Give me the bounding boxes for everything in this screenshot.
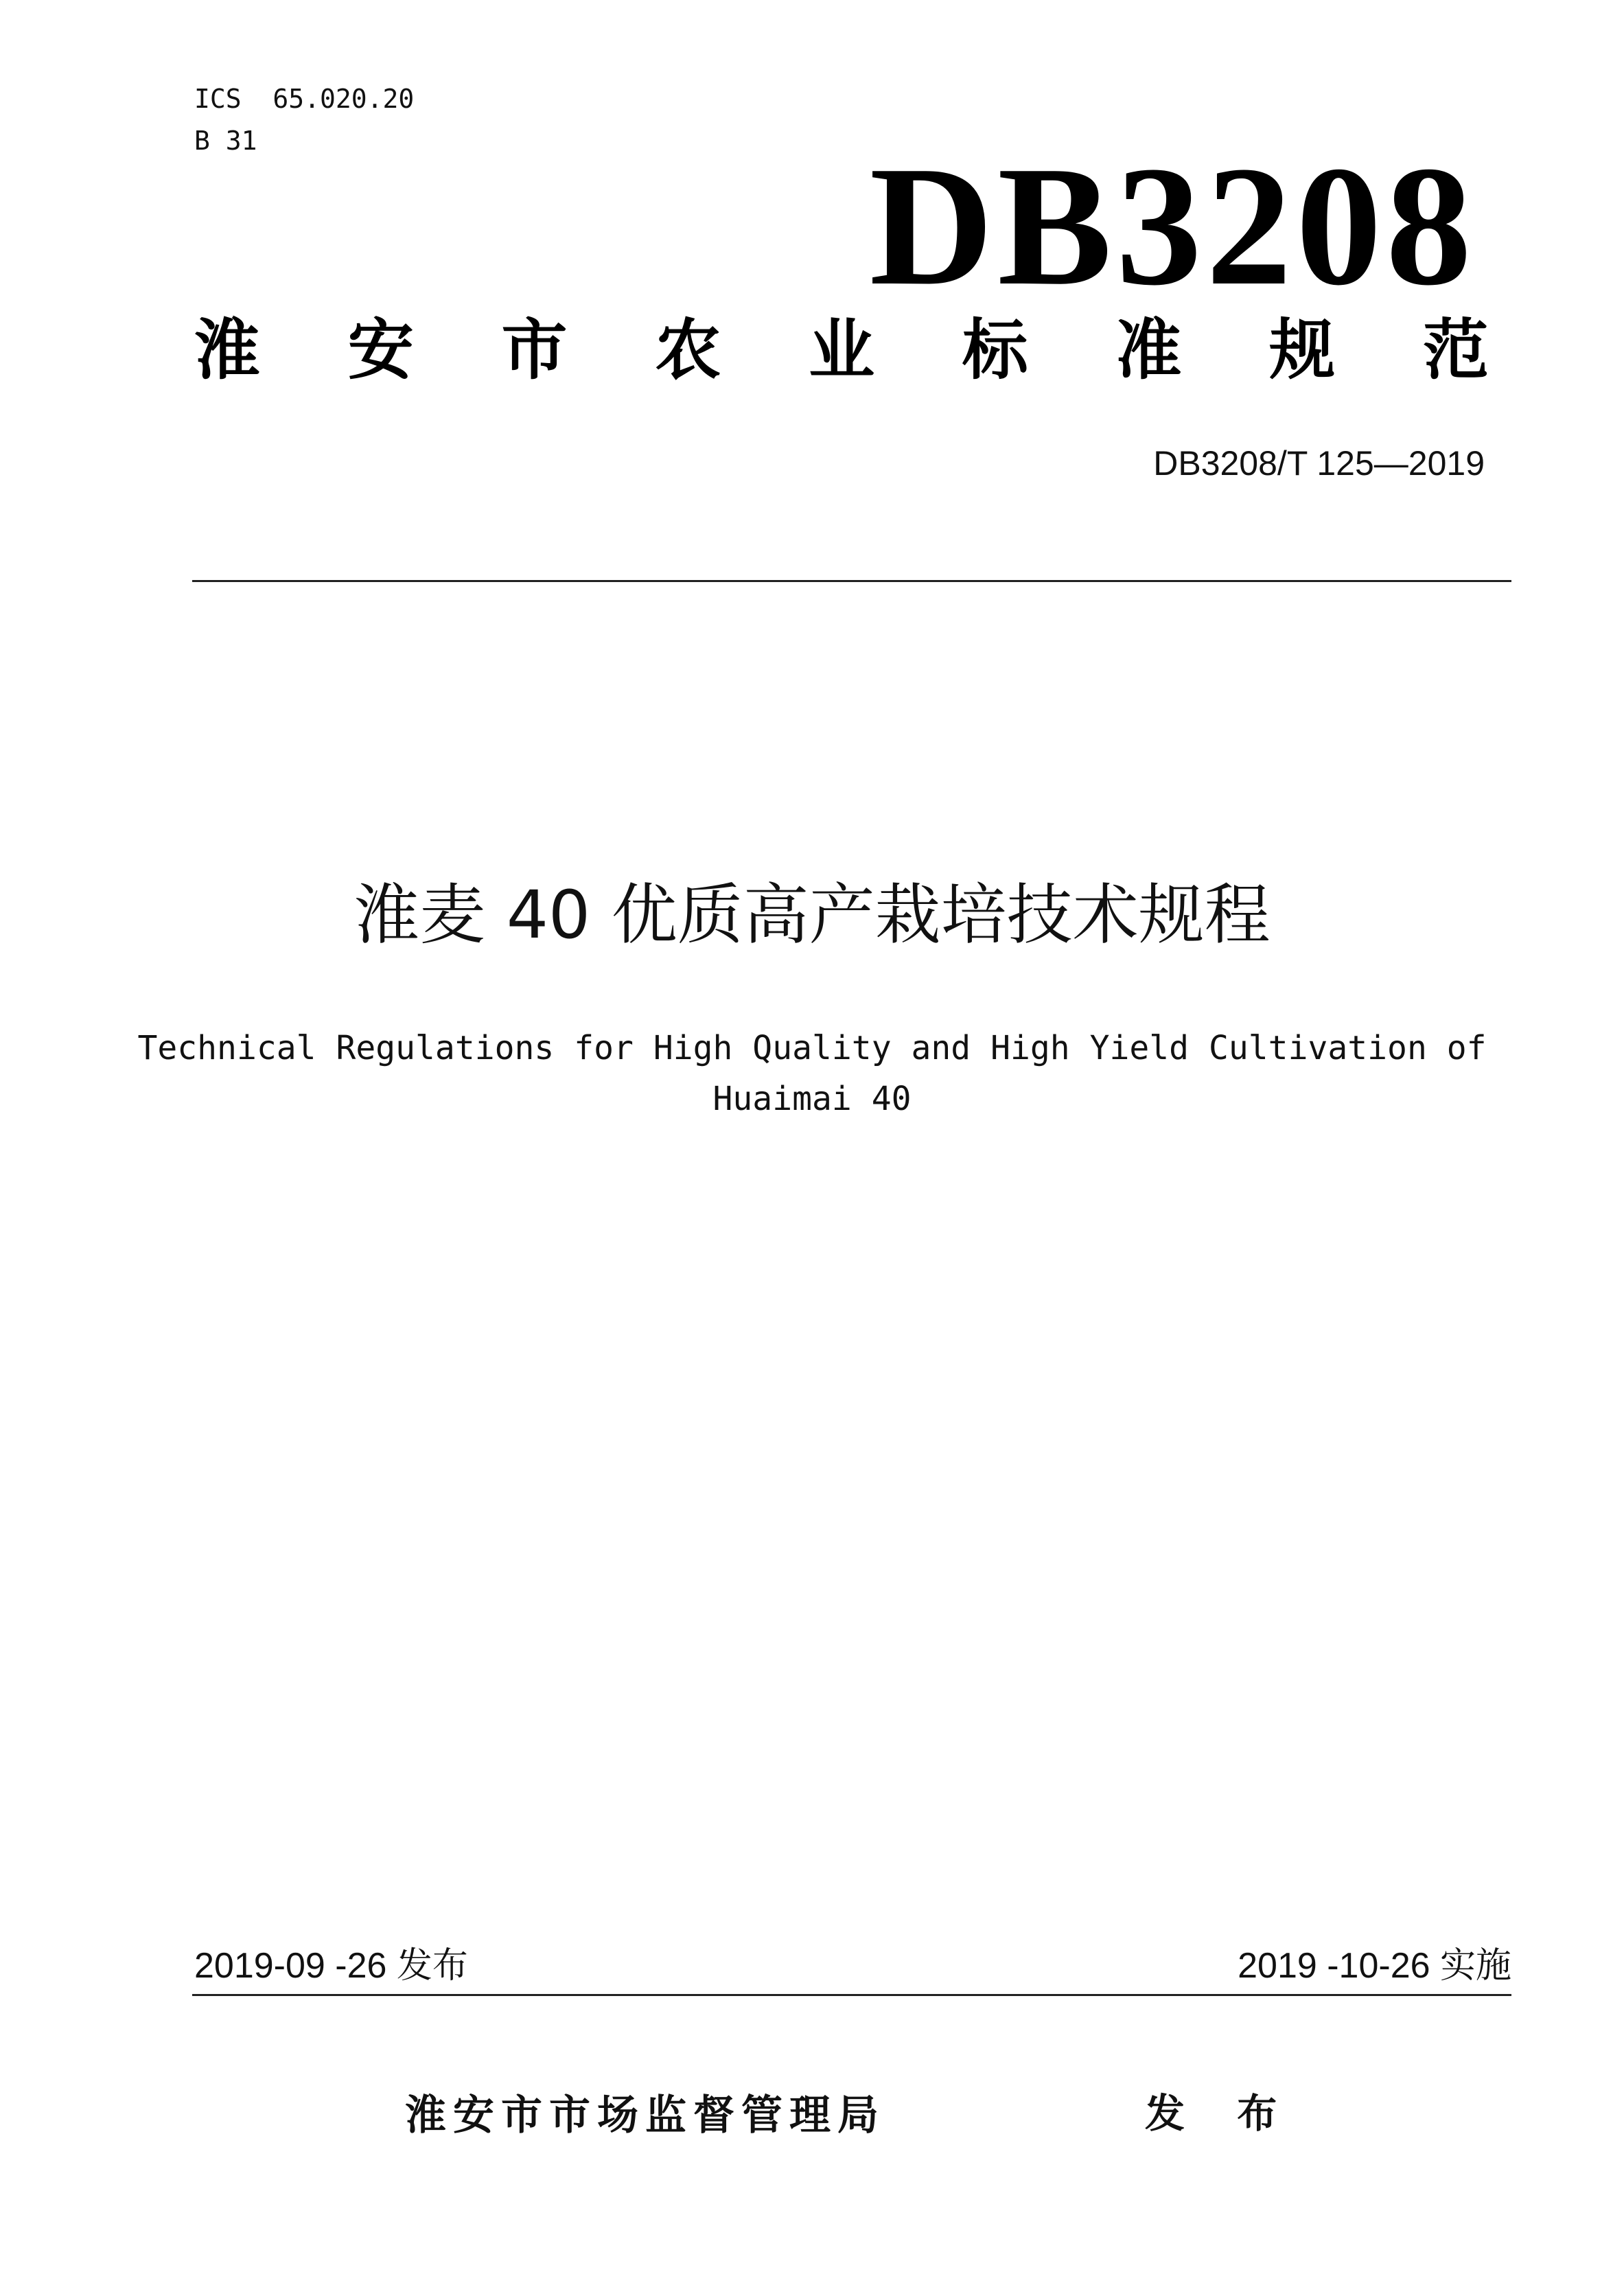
standard-code-large: DB3208 xyxy=(869,131,1476,321)
bottom-divider xyxy=(192,1994,1511,1996)
document-title-english xyxy=(137,1023,1487,1124)
issue-label: 发 布 xyxy=(1145,2090,1297,2137)
standard-kind-char: 农 xyxy=(655,312,721,389)
standard-kind-char: 市 xyxy=(501,312,568,389)
issuing-authority: 淮安市市场监督管理局 xyxy=(405,2091,885,2140)
standard-kind-heading xyxy=(194,312,1489,389)
english-title-line: Huaimai 40 xyxy=(712,1080,912,1118)
standard-kind-char: 范 xyxy=(1423,312,1489,389)
standard-kind-char: 淮 xyxy=(194,312,260,389)
standard-kind-char: 规 xyxy=(1269,312,1336,389)
ccs-classification: B 31 xyxy=(194,126,257,156)
standard-kind-char: 业 xyxy=(809,312,874,389)
standard-kind-char: 安 xyxy=(347,312,414,389)
standard-number: DB3208/T 125—2019 xyxy=(1153,444,1485,483)
effective-date: 2019 -10-26 实施 xyxy=(1238,1946,1511,1986)
standard-kind-char: 准 xyxy=(1115,312,1182,389)
ics-classification: ICS 65.020.20 xyxy=(194,84,415,114)
issue-date: 2019-09 -26 发布 xyxy=(194,1946,468,1986)
document-title-chinese: 淮麦 40 优质高产栽培技术规程 xyxy=(353,877,1271,953)
top-divider xyxy=(192,580,1511,582)
english-title-line: Technical Regulations for High Quality and High Yield Cultivation of xyxy=(137,1029,1487,1067)
standard-kind-char: 标 xyxy=(962,312,1028,389)
